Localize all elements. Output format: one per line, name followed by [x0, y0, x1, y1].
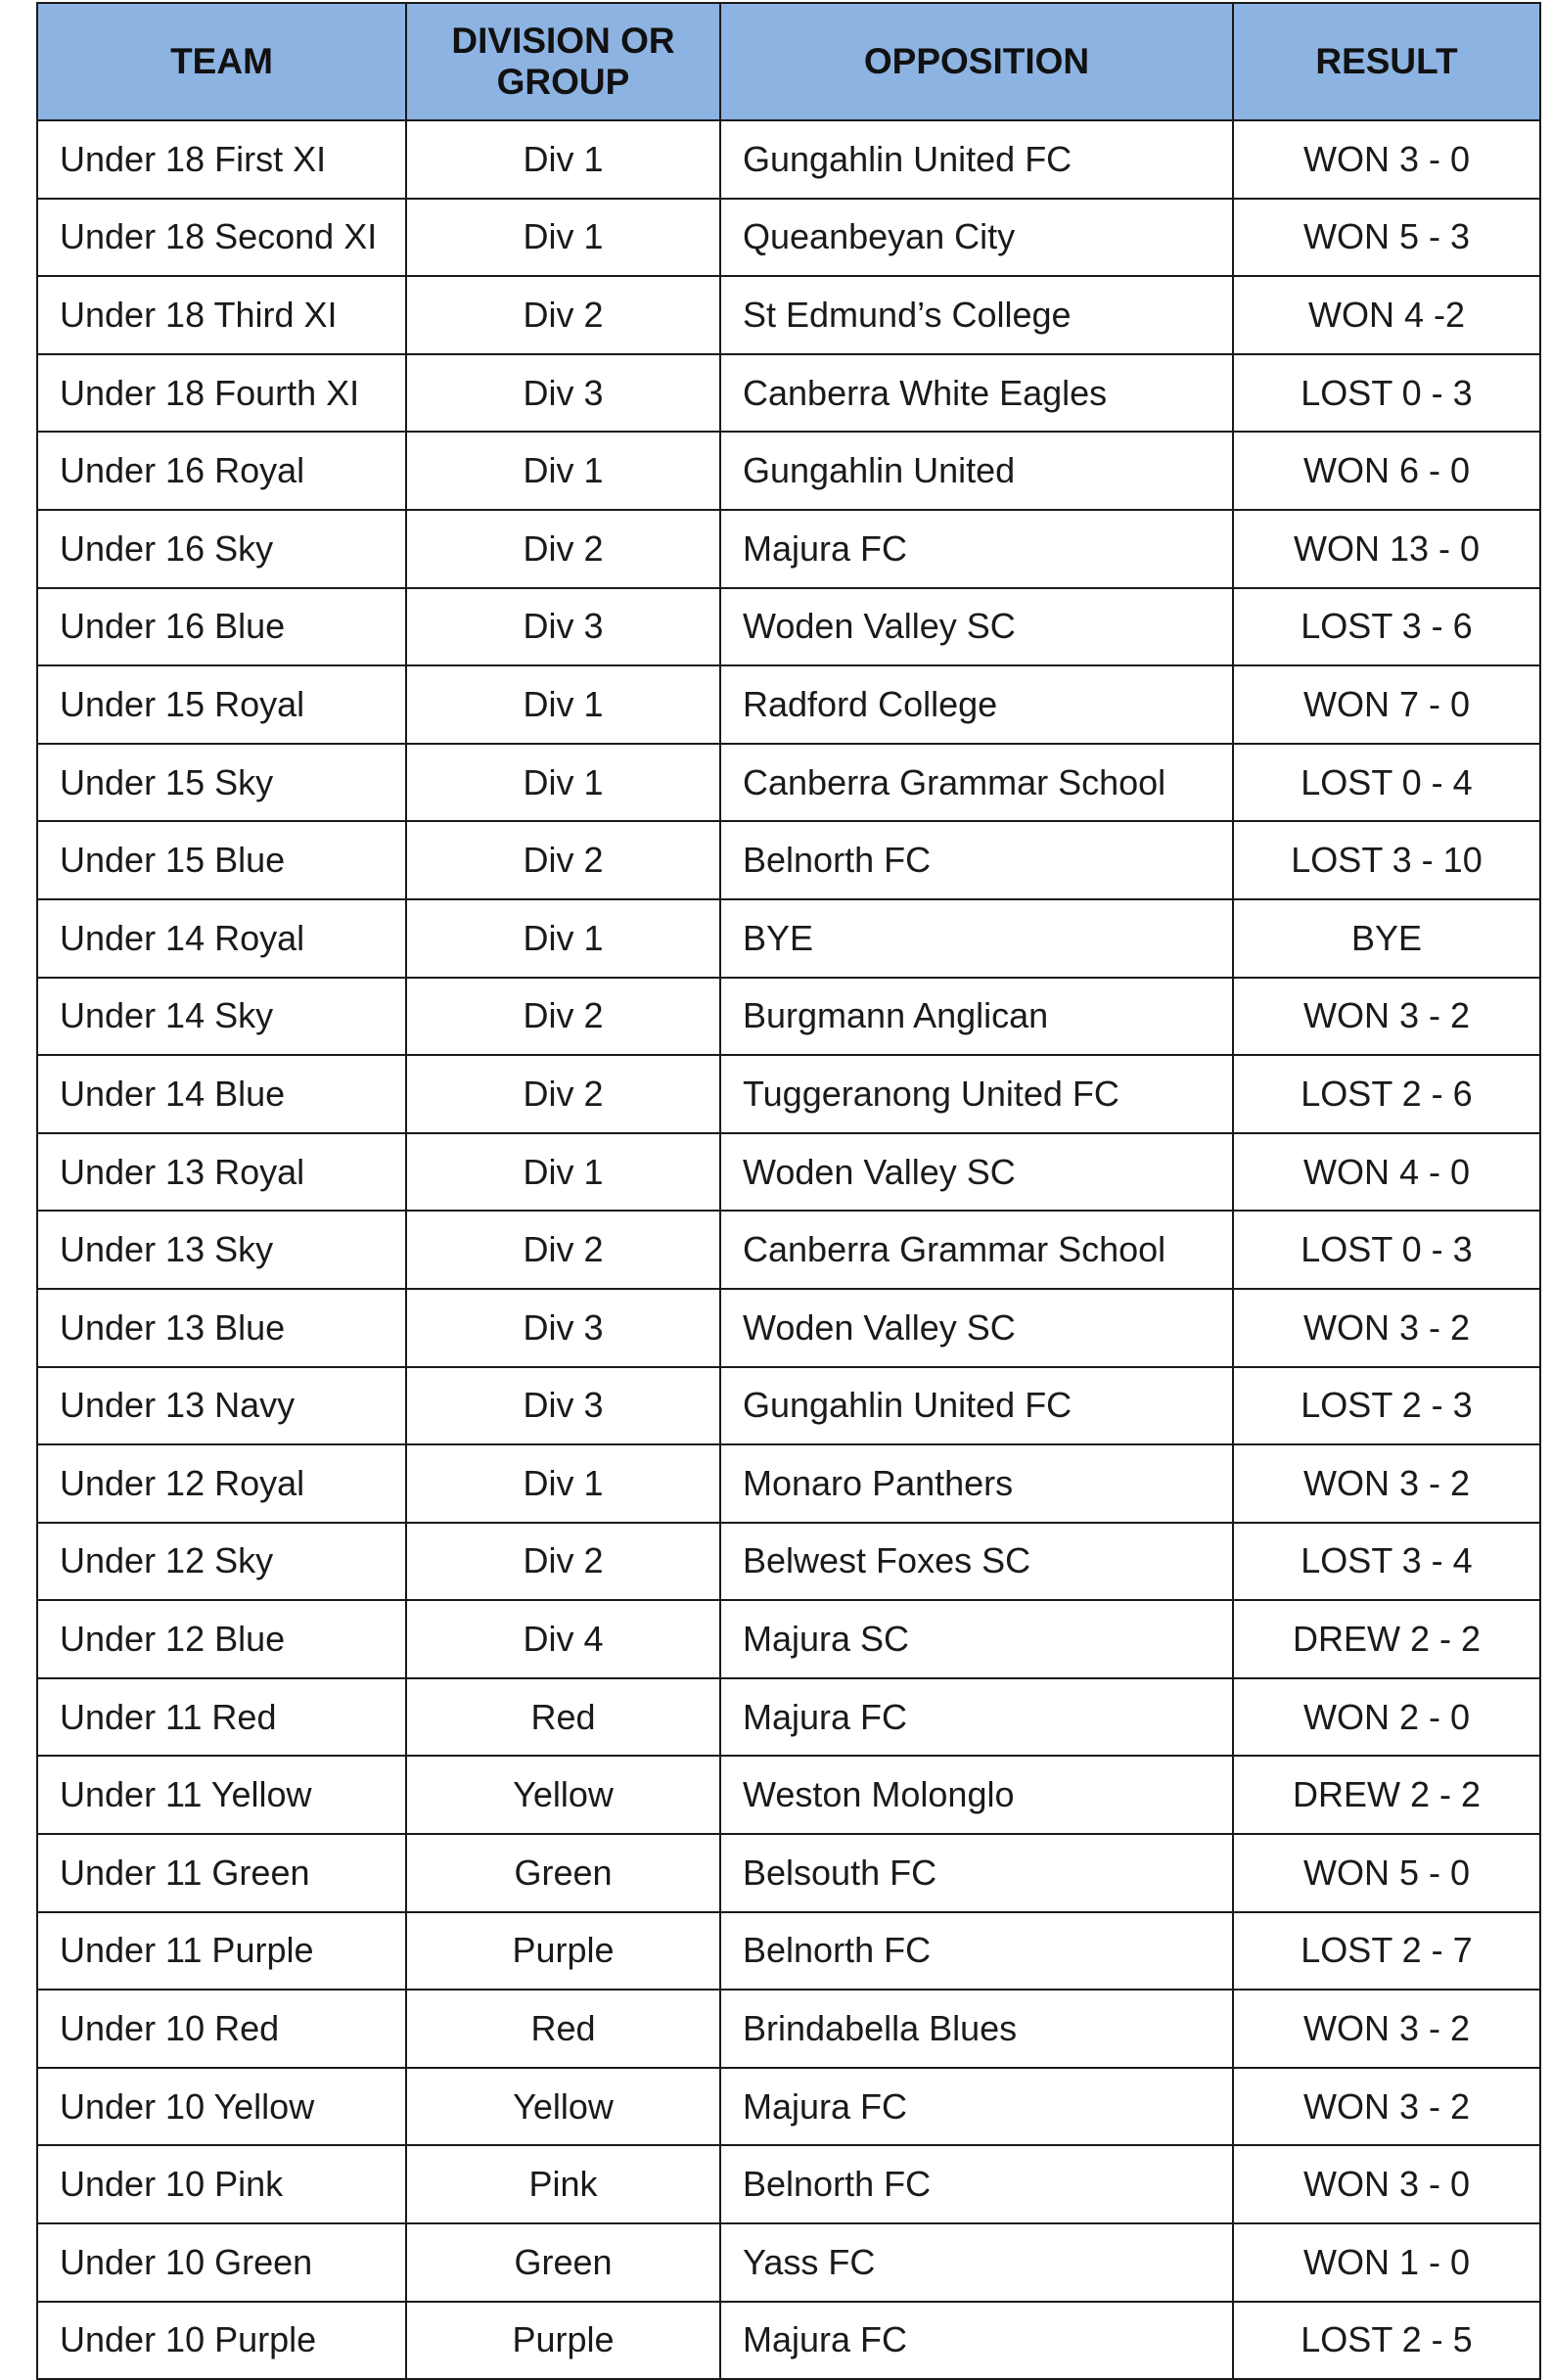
opposition-cell: Belsouth FC: [720, 1834, 1233, 1912]
table-row: [37, 588, 1540, 666]
opposition-cell: Majura FC: [720, 2068, 1233, 2146]
division-cell: Div 2: [406, 1055, 720, 1133]
table-row: [37, 510, 1540, 588]
result-cell: BYE: [1233, 899, 1540, 978]
team-cell: Under 10 Pink: [37, 2145, 406, 2223]
opposition-cell: Brindabella Blues: [720, 1990, 1233, 2068]
opposition-cell: Majura SC: [720, 1600, 1233, 1678]
division-cell: Div 1: [406, 120, 720, 199]
table-row: [37, 354, 1540, 433]
team-cell: Under 14 Sky: [37, 978, 406, 1056]
team-cell: Under 10 Purple: [37, 2302, 406, 2380]
division-cell: Div 3: [406, 1367, 720, 1445]
opposition-cell: Woden Valley SC: [720, 588, 1233, 666]
result-cell: WON 13 - 0: [1233, 510, 1540, 588]
table-row: [37, 1990, 1540, 2068]
division-cell: Purple: [406, 2302, 720, 2380]
team-cell: Under 11 Green: [37, 1834, 406, 1912]
table-row: [37, 2302, 1540, 2380]
division-cell: Div 2: [406, 276, 720, 354]
result-cell: WON 3 - 2: [1233, 2068, 1540, 2146]
opposition-cell: Gungahlin United FC: [720, 1367, 1233, 1445]
opposition-cell: Canberra White Eagles: [720, 354, 1233, 433]
table-row: [37, 1444, 1540, 1523]
result-cell: WON 3 - 2: [1233, 978, 1540, 1056]
division-cell: Div 4: [406, 1600, 720, 1678]
header-team: TEAM: [37, 3, 406, 120]
table-header: [37, 3, 1540, 120]
team-cell: Under 15 Royal: [37, 665, 406, 744]
table-row: [37, 432, 1540, 510]
table-row: [37, 978, 1540, 1056]
table-body: [37, 120, 1540, 2379]
result-cell: LOST 0 - 4: [1233, 744, 1540, 822]
division-cell: Div 1: [406, 432, 720, 510]
result-cell: WON 3 - 2: [1233, 1444, 1540, 1523]
result-cell: LOST 3 - 4: [1233, 1523, 1540, 1601]
result-cell: LOST 2 - 5: [1233, 2302, 1540, 2380]
result-cell: WON 3 - 2: [1233, 1289, 1540, 1367]
opposition-cell: Woden Valley SC: [720, 1289, 1233, 1367]
table-row: [37, 1211, 1540, 1289]
header-result: RESULT: [1233, 3, 1540, 120]
opposition-cell: Majura FC: [720, 510, 1233, 588]
team-cell: Under 18 Second XI: [37, 199, 406, 277]
team-cell: Under 11 Red: [37, 1678, 406, 1757]
result-cell: WON 3 - 0: [1233, 120, 1540, 199]
team-cell: Under 13 Royal: [37, 1133, 406, 1212]
result-cell: LOST 3 - 6: [1233, 588, 1540, 666]
table-row: [37, 899, 1540, 978]
division-cell: Div 3: [406, 588, 720, 666]
table-row: [37, 744, 1540, 822]
result-cell: WON 1 - 0: [1233, 2223, 1540, 2302]
table-row: [37, 276, 1540, 354]
opposition-cell: Monaro Panthers: [720, 1444, 1233, 1523]
division-cell: Div 3: [406, 354, 720, 433]
table-row: [37, 665, 1540, 744]
results-table: [36, 2, 1541, 2380]
opposition-cell: Majura FC: [720, 2302, 1233, 2380]
table-row: [37, 1133, 1540, 1212]
header-row: [37, 3, 1540, 120]
division-cell: Div 2: [406, 1523, 720, 1601]
team-cell: Under 12 Blue: [37, 1600, 406, 1678]
table-row: [37, 199, 1540, 277]
result-cell: LOST 2 - 6: [1233, 1055, 1540, 1133]
header-division-line1: DIVISION OR: [451, 21, 675, 61]
opposition-cell: St Edmund’s College: [720, 276, 1233, 354]
team-cell: Under 12 Sky: [37, 1523, 406, 1601]
table-row: [37, 1912, 1540, 1991]
opposition-cell: Gungahlin United: [720, 432, 1233, 510]
opposition-cell: Radford College: [720, 665, 1233, 744]
opposition-cell: Majura FC: [720, 1678, 1233, 1757]
table-row: [37, 1289, 1540, 1367]
team-cell: Under 15 Sky: [37, 744, 406, 822]
division-cell: Yellow: [406, 1756, 720, 1834]
header-division-line2: GROUP: [496, 62, 630, 102]
division-cell: Div 1: [406, 665, 720, 744]
opposition-cell: Woden Valley SC: [720, 1133, 1233, 1212]
opposition-cell: Belnorth FC: [720, 1912, 1233, 1991]
table-row: [37, 1055, 1540, 1133]
table-row: [37, 821, 1540, 899]
team-cell: Under 13 Navy: [37, 1367, 406, 1445]
division-cell: Div 1: [406, 1444, 720, 1523]
team-cell: Under 10 Yellow: [37, 2068, 406, 2146]
table-row: [37, 1523, 1540, 1601]
team-cell: Under 18 Fourth XI: [37, 354, 406, 433]
team-cell: Under 11 Yellow: [37, 1756, 406, 1834]
opposition-cell: Queanbeyan City: [720, 199, 1233, 277]
table-row: [37, 2223, 1540, 2302]
result-cell: WON 4 -2: [1233, 276, 1540, 354]
result-cell: WON 5 - 0: [1233, 1834, 1540, 1912]
result-cell: WON 5 - 3: [1233, 199, 1540, 277]
division-cell: Div 2: [406, 1211, 720, 1289]
result-cell: DREW 2 - 2: [1233, 1756, 1540, 1834]
division-cell: Purple: [406, 1912, 720, 1991]
division-cell: Div 2: [406, 821, 720, 899]
division-cell: Div 1: [406, 199, 720, 277]
table-row: [37, 2068, 1540, 2146]
result-cell: WON 2 - 0: [1233, 1678, 1540, 1757]
team-cell: Under 18 First XI: [37, 120, 406, 199]
table-row: [37, 1678, 1540, 1757]
team-cell: Under 16 Sky: [37, 510, 406, 588]
opposition-cell: Canberra Grammar School: [720, 1211, 1233, 1289]
division-cell: Div 3: [406, 1289, 720, 1367]
team-cell: Under 12 Royal: [37, 1444, 406, 1523]
opposition-cell: Gungahlin United FC: [720, 120, 1233, 199]
division-cell: Red: [406, 1990, 720, 2068]
team-cell: Under 18 Third XI: [37, 276, 406, 354]
table-row: [37, 1367, 1540, 1445]
team-cell: Under 14 Royal: [37, 899, 406, 978]
opposition-cell: Belwest Foxes SC: [720, 1523, 1233, 1601]
team-cell: Under 10 Red: [37, 1990, 406, 2068]
opposition-cell: Weston Molonglo: [720, 1756, 1233, 1834]
opposition-cell: Belnorth FC: [720, 2145, 1233, 2223]
result-cell: DREW 2 - 2: [1233, 1600, 1540, 1678]
result-cell: LOST 0 - 3: [1233, 354, 1540, 433]
team-cell: Under 14 Blue: [37, 1055, 406, 1133]
table-row: [37, 1600, 1540, 1678]
result-cell: LOST 2 - 7: [1233, 1912, 1540, 1991]
table-row: [37, 1834, 1540, 1912]
opposition-cell: Canberra Grammar School: [720, 744, 1233, 822]
result-cell: WON 3 - 2: [1233, 1990, 1540, 2068]
table-row: [37, 2145, 1540, 2223]
division-cell: Green: [406, 2223, 720, 2302]
team-cell: Under 11 Purple: [37, 1912, 406, 1991]
division-cell: Div 1: [406, 744, 720, 822]
table-row: [37, 120, 1540, 199]
division-cell: Pink: [406, 2145, 720, 2223]
opposition-cell: Tuggeranong United FC: [720, 1055, 1233, 1133]
division-cell: Div 2: [406, 510, 720, 588]
division-cell: Div 1: [406, 1133, 720, 1212]
result-cell: WON 6 - 0: [1233, 432, 1540, 510]
team-cell: Under 16 Royal: [37, 432, 406, 510]
division-cell: Div 1: [406, 899, 720, 978]
result-cell: LOST 3 - 10: [1233, 821, 1540, 899]
division-cell: Green: [406, 1834, 720, 1912]
result-cell: WON 3 - 0: [1233, 2145, 1540, 2223]
opposition-cell: BYE: [720, 899, 1233, 978]
team-cell: Under 16 Blue: [37, 588, 406, 666]
division-cell: Yellow: [406, 2068, 720, 2146]
result-cell: LOST 2 - 3: [1233, 1367, 1540, 1445]
opposition-cell: Yass FC: [720, 2223, 1233, 2302]
opposition-cell: Burgmann Anglican: [720, 978, 1233, 1056]
result-cell: WON 7 - 0: [1233, 665, 1540, 744]
result-cell: LOST 0 - 3: [1233, 1211, 1540, 1289]
team-cell: Under 15 Blue: [37, 821, 406, 899]
division-cell: Red: [406, 1678, 720, 1757]
table-row: [37, 1756, 1540, 1834]
opposition-cell: Belnorth FC: [720, 821, 1233, 899]
team-cell: Under 13 Blue: [37, 1289, 406, 1367]
division-cell: Div 2: [406, 978, 720, 1056]
team-cell: Under 10 Green: [37, 2223, 406, 2302]
header-division: [406, 3, 720, 120]
result-cell: WON 4 - 0: [1233, 1133, 1540, 1212]
team-cell: Under 13 Sky: [37, 1211, 406, 1289]
header-opposition: OPPOSITION: [720, 3, 1233, 120]
